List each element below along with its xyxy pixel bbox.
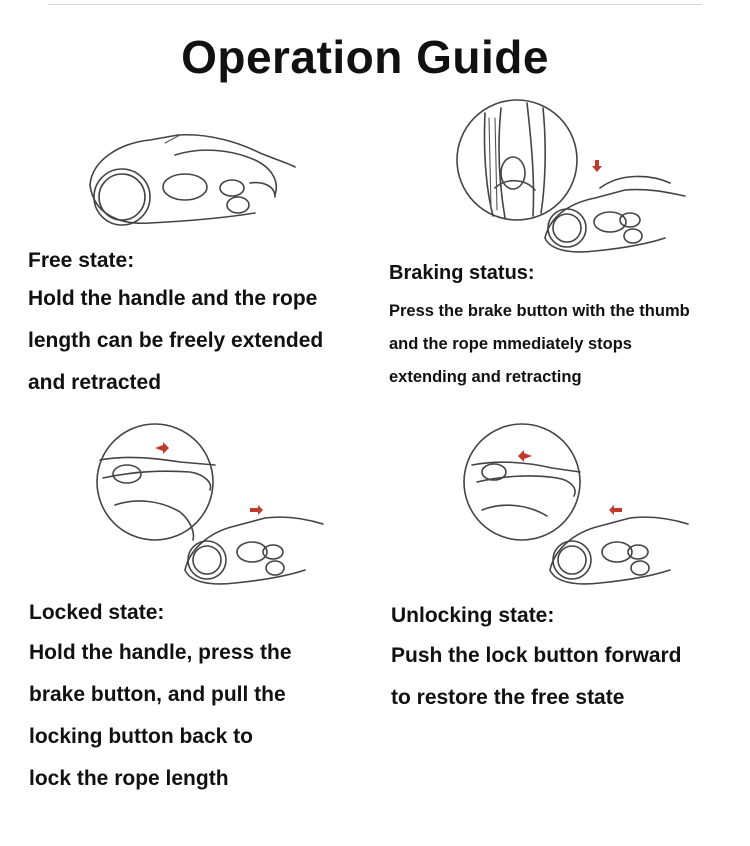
braking-status-line-1: Press the brake button with the thumb — [389, 302, 690, 320]
page-title: Operation Guide — [181, 31, 549, 83]
braking-status-illustration — [455, 98, 690, 253]
locked-state-line-1: Hold the handle, press the — [29, 641, 292, 664]
unlocking-state-illustration — [462, 420, 692, 590]
top-divider — [48, 4, 702, 5]
unlocking-state-line-2: to restore the free state — [391, 686, 625, 709]
unlocking-state-block — [391, 603, 682, 727]
braking-status-heading: Braking status: — [389, 262, 535, 284]
locked-state-heading: Locked state: — [29, 601, 165, 624]
locked-state-line-3: locking button back to — [29, 725, 253, 748]
free-state-line-2: length can be freely extended — [28, 329, 324, 352]
locked-state-line-4: lock the rope length — [29, 767, 229, 790]
unlocking-state-heading: Unlocking state: — [391, 604, 555, 627]
free-state-line-3: and retracted — [28, 371, 162, 394]
locked-state-line-2: brake button, and pull the — [29, 683, 286, 706]
locked-state-block — [29, 600, 292, 808]
free-state-block — [28, 248, 323, 412]
free-state-illustration — [80, 125, 305, 235]
unlocking-state-line-1: Push the lock button forward — [391, 644, 682, 667]
free-state-line-1: Hold the handle and the rope — [28, 287, 318, 310]
braking-status-block — [389, 260, 690, 399]
braking-status-line-3: extending and retracting — [389, 368, 582, 386]
braking-status-line-2: and the rope mmediately stops — [389, 335, 632, 353]
locked-state-illustration — [95, 420, 325, 590]
free-state-heading: Free state: — [28, 249, 135, 272]
